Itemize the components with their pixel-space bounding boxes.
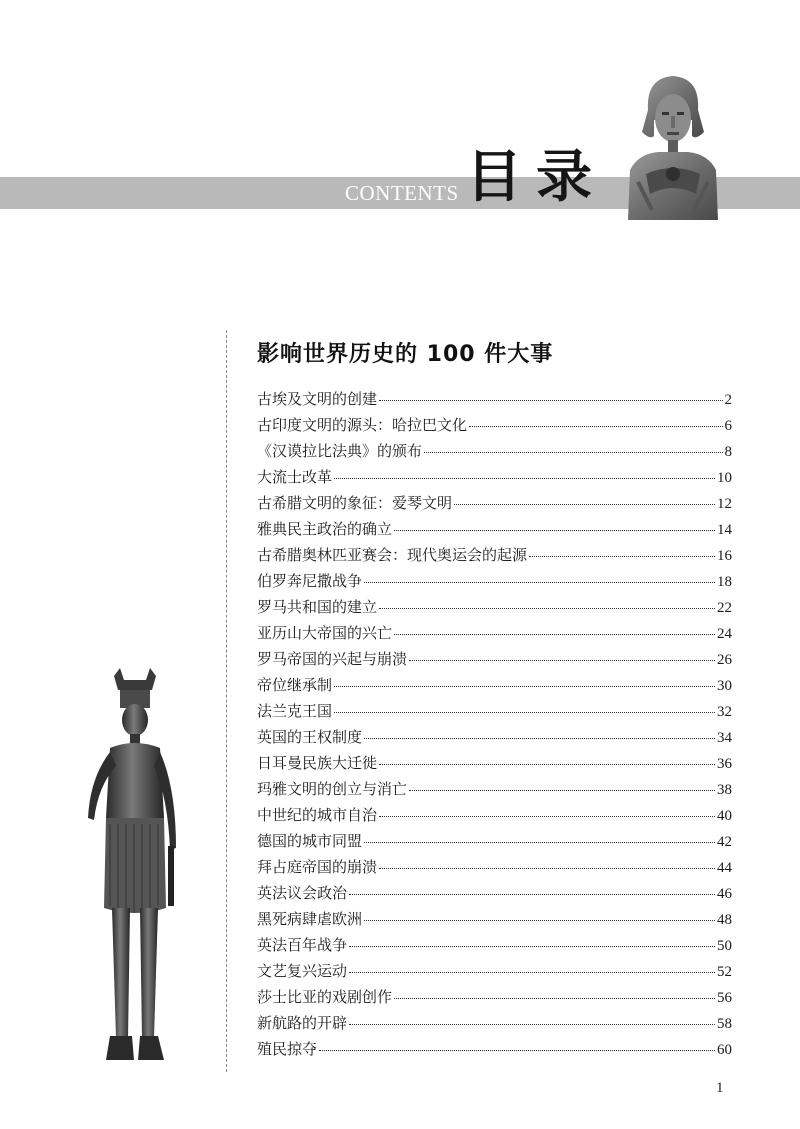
- toc-leader-dots: [334, 712, 715, 713]
- toc-entry-page: 36: [717, 756, 732, 772]
- toc-entry[interactable]: [257, 726, 732, 752]
- toc-entry-title: 黑死病肆虐欧洲: [257, 910, 363, 928]
- toc-entry-title: 古埃及文明的创建: [257, 390, 378, 408]
- toc-entry-page: 48: [717, 912, 732, 928]
- toc-leader-dots: [454, 504, 715, 505]
- toc-entry[interactable]: [257, 778, 732, 804]
- toc-leader-dots: [349, 946, 715, 947]
- toc-leader-dots: [469, 426, 722, 427]
- toc-leader-dots: [394, 998, 715, 999]
- toc-entry-title: 莎士比亚的戏剧创作: [257, 988, 393, 1006]
- toc-entry-page: 6: [724, 418, 732, 434]
- toc-leader-dots: [424, 452, 722, 453]
- toc-entry[interactable]: [257, 622, 732, 648]
- toc-entry-page: 30: [717, 678, 732, 694]
- toc-leader-dots: [349, 1024, 715, 1025]
- toc-entry-title: 新航路的开辟: [257, 1014, 348, 1032]
- toc-entry[interactable]: [257, 1012, 732, 1038]
- toc-entry[interactable]: [257, 1038, 732, 1064]
- toc-entry-page: 22: [717, 600, 732, 616]
- toc-entry-title: 帝位继承制: [257, 676, 333, 694]
- toc-entry-page: 56: [717, 990, 732, 1006]
- toc-entry[interactable]: [257, 674, 732, 700]
- toc-entry[interactable]: [257, 700, 732, 726]
- toc-entry-title: 古希腊文明的象征：爱琴文明: [257, 494, 453, 512]
- toc-leader-dots: [349, 972, 715, 973]
- toc-entry-page: 24: [717, 626, 732, 642]
- toc-entry-page: 8: [724, 444, 732, 460]
- toc-entry[interactable]: [257, 440, 732, 466]
- toc-entry[interactable]: [257, 492, 732, 518]
- toc-entry[interactable]: [257, 648, 732, 674]
- toc-entry[interactable]: [257, 960, 732, 986]
- toc-entry-page: 50: [717, 938, 732, 954]
- toc-list: [257, 388, 732, 1064]
- toc-entry[interactable]: [257, 544, 732, 570]
- toc-entry[interactable]: [257, 414, 732, 440]
- toc-entry[interactable]: [257, 466, 732, 492]
- toc-entry-title: 伯罗奔尼撒战争: [257, 572, 363, 590]
- toc-leader-dots: [334, 478, 715, 479]
- toc-leader-dots: [379, 400, 722, 401]
- toc-entry-title: 英法议会政治: [257, 884, 348, 902]
- amun-statue-image: [80, 668, 190, 1063]
- toc-entry-title: 文艺复兴运动: [257, 962, 348, 980]
- toc-entry-title: 罗马帝国的兴起与崩溃: [257, 650, 408, 668]
- section-title: 影响世界历史的 100 件大事: [257, 342, 554, 367]
- toc-leader-dots: [409, 790, 715, 791]
- toc-entry-page: 40: [717, 808, 732, 824]
- toc-entry-page: 26: [717, 652, 732, 668]
- toc-entry-page: 12: [717, 496, 732, 512]
- vertical-divider: [226, 330, 227, 1072]
- toc-leader-dots: [394, 530, 715, 531]
- pharaoh-bust-image: [618, 70, 728, 220]
- toc-entry[interactable]: [257, 882, 732, 908]
- toc-entry-title: 法兰克王国: [257, 702, 333, 720]
- toc-leader-dots: [349, 894, 715, 895]
- page-number: 1: [716, 1080, 724, 1096]
- toc-entry-page: 42: [717, 834, 732, 850]
- toc-entry-title: 大流士改革: [257, 468, 333, 486]
- toc-entry-page: 58: [717, 1016, 732, 1032]
- toc-entry-title: 古希腊奥林匹亚赛会：现代奥运会的起源: [257, 546, 528, 564]
- toc-entry-page: 18: [717, 574, 732, 590]
- toc-entry[interactable]: [257, 570, 732, 596]
- toc-leader-dots: [379, 764, 715, 765]
- toc-entry-title: 罗马共和国的建立: [257, 598, 378, 616]
- toc-entry[interactable]: [257, 388, 732, 414]
- toc-entry-page: 16: [717, 548, 732, 564]
- toc-entry[interactable]: [257, 518, 732, 544]
- toc-entry[interactable]: [257, 934, 732, 960]
- toc-entry-page: 60: [717, 1042, 732, 1058]
- toc-leader-dots: [379, 608, 715, 609]
- toc-leader-dots: [364, 582, 715, 583]
- toc-entry[interactable]: [257, 856, 732, 882]
- toc-leader-dots: [529, 556, 715, 557]
- toc-entry[interactable]: [257, 908, 732, 934]
- toc-entry-page: 32: [717, 704, 732, 720]
- toc-entry-page: 14: [717, 522, 732, 538]
- toc-entry-page: 38: [717, 782, 732, 798]
- toc-leader-dots: [319, 1050, 715, 1051]
- toc-entry-title: 德国的城市同盟: [257, 832, 363, 850]
- toc-entry-title: 亚历山大帝国的兴亡: [257, 624, 393, 642]
- contents-label: CONTENTS: [345, 181, 459, 205]
- toc-entry[interactable]: [257, 986, 732, 1012]
- toc-leader-dots: [409, 660, 715, 661]
- toc-leader-dots: [364, 920, 715, 921]
- toc-leader-dots: [364, 842, 715, 843]
- toc-entry-title: 拜占庭帝国的崩溃: [257, 858, 378, 876]
- toc-entry[interactable]: [257, 830, 732, 856]
- toc-entry-title: 《汉谟拉比法典》的颁布: [257, 442, 423, 460]
- toc-entry-page: 34: [717, 730, 732, 746]
- toc-leader-dots: [334, 686, 715, 687]
- toc-entry[interactable]: [257, 804, 732, 830]
- toc-entry-title: 英国的王权制度: [257, 728, 363, 746]
- toc-entry-page: 46: [717, 886, 732, 902]
- page-title: 目录: [466, 145, 606, 210]
- toc-entry-title: 殖民掠夺: [257, 1040, 318, 1058]
- toc-entry-title: 英法百年战争: [257, 936, 348, 954]
- toc-leader-dots: [379, 868, 715, 869]
- toc-entry-page: 10: [717, 470, 732, 486]
- toc-entry-title: 玛雅文明的创立与消亡: [257, 780, 408, 798]
- toc-entry[interactable]: [257, 596, 732, 622]
- toc-entry-page: 52: [717, 964, 732, 980]
- toc-leader-dots: [394, 634, 715, 635]
- toc-leader-dots: [379, 816, 715, 817]
- toc-entry-title: 中世纪的城市自治: [257, 806, 378, 824]
- toc-entry[interactable]: [257, 752, 732, 778]
- toc-entry-title: 雅典民主政治的确立: [257, 520, 393, 538]
- toc-entry-page: 2: [724, 392, 732, 408]
- toc-entry-title: 日耳曼民族大迁徙: [257, 754, 378, 772]
- toc-entry-page: 44: [717, 860, 732, 876]
- toc-leader-dots: [364, 738, 715, 739]
- toc-entry-title: 古印度文明的源头：哈拉巴文化: [257, 416, 468, 434]
